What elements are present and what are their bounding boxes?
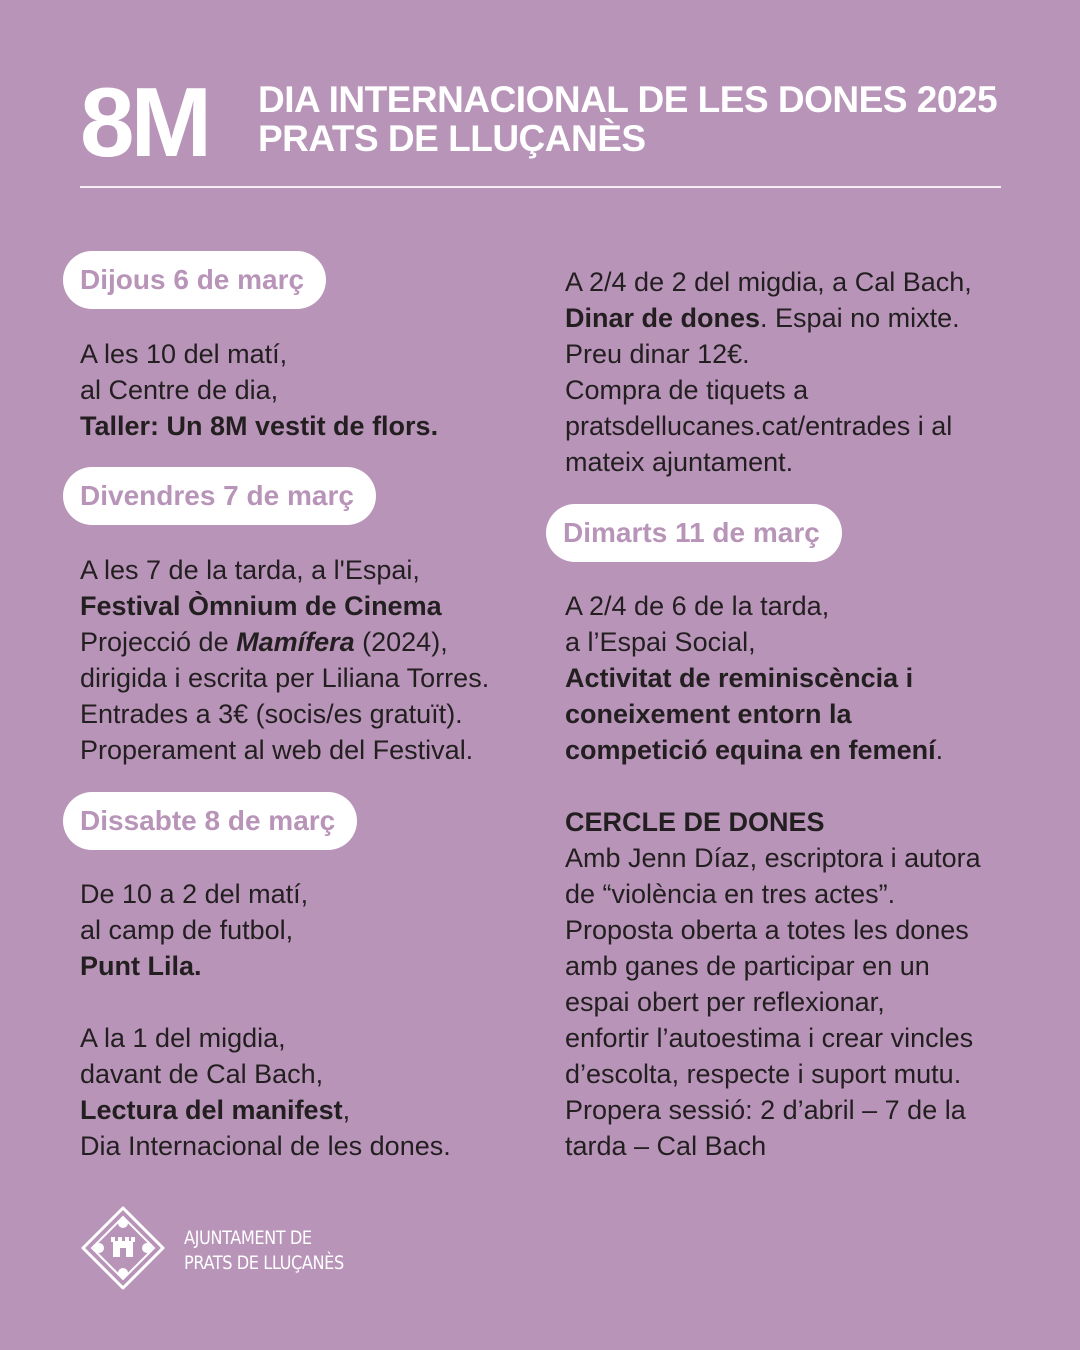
town-crest-icon xyxy=(80,1205,166,1291)
date-pill-tuesday: Dimarts 11 de març xyxy=(546,504,842,562)
institution-line-1: AJUNTAMENT DE xyxy=(184,1227,312,1249)
event-line: Entrades a 3€ (socis/es gratuït). xyxy=(80,699,463,729)
spacer xyxy=(80,984,451,1020)
event-line: d’escolta, respecte i suport mutu. xyxy=(565,1059,962,1089)
event-line: al camp de futbol, xyxy=(80,915,294,945)
spacer xyxy=(565,768,981,804)
date-pill-friday: Divendres 7 de març xyxy=(63,467,376,525)
event-line: dirigida i escrita per Liliana Torres. xyxy=(80,663,490,693)
event-line: enfortir l’autoestima i crear vincles xyxy=(565,1023,974,1053)
event-line: A les 7 de la tarda, a l'Espai, xyxy=(80,555,420,585)
event-friday xyxy=(80,552,489,768)
section-heading: CERCLE DE DONES xyxy=(565,807,825,837)
event-tuesday xyxy=(565,588,981,1164)
event-line: Dia Internacional de les dones. xyxy=(80,1131,451,1161)
date-pill-saturday: Dissabte 8 de març xyxy=(63,792,357,850)
event-line: davant de Cal Bach, xyxy=(80,1059,324,1089)
event-line: Properament al web del Festival. xyxy=(80,735,474,765)
event-line: mateix ajuntament. xyxy=(565,447,794,477)
header-divider xyxy=(80,186,1001,188)
event-saturday-lunch xyxy=(565,264,972,480)
page-title xyxy=(258,80,997,158)
event-line: A la 1 del migdia, xyxy=(80,1023,286,1053)
footer-institution xyxy=(184,1226,344,1276)
event-title: Dinar de dones. Espai no mixte. xyxy=(565,303,960,333)
event-line: amb ganes de participar en un xyxy=(565,951,930,981)
event-title: Punt Lila. xyxy=(80,951,202,981)
header xyxy=(80,67,1001,177)
event-line: A 2/4 de 2 del migdia, a Cal Bach, xyxy=(565,267,972,297)
event-thursday xyxy=(80,336,438,444)
event-title: Activitat de reminiscència i xyxy=(565,663,914,693)
event-line: Proposta oberta a totes les dones xyxy=(565,915,969,945)
event-logo-8m: 8M xyxy=(80,67,209,177)
event-line: Propera sessió: 2 d’abril – 7 de la xyxy=(565,1095,966,1125)
film-title: Mamífera xyxy=(236,627,355,657)
event-title: Taller: Un 8M vestit de flors. xyxy=(80,411,439,441)
event-line: tarda – Cal Bach xyxy=(565,1131,767,1161)
event-line: A 2/4 de 6 de la tarda, xyxy=(565,591,830,621)
event-title: Lectura del manifest, xyxy=(80,1095,351,1125)
date-pill-thursday: Dijous 6 de març xyxy=(63,251,326,309)
event-title: Festival Òmnium de Cinema xyxy=(80,591,442,621)
event-saturday xyxy=(80,876,451,1164)
event-line: pratsdellucanes.cat/entrades i al xyxy=(565,411,953,441)
institution-line-2: PRATS DE LLUÇANÈS xyxy=(184,1252,344,1274)
event-line: de “violència en tres actes”. xyxy=(565,879,896,909)
event-line: Projecció de Mamífera (2024), xyxy=(80,627,448,657)
event-line: al Centre de dia, xyxy=(80,375,279,405)
event-line: espai obert per reflexionar, xyxy=(565,987,885,1017)
event-line: Compra de tiquets a xyxy=(565,375,809,405)
event-line: Amb Jenn Díaz, escriptora i autora xyxy=(565,843,981,873)
event-line: A les 10 del matí, xyxy=(80,339,288,369)
event-title: competició equina en femení. xyxy=(565,735,944,765)
event-title: coneixement entorn la xyxy=(565,699,852,729)
event-line: a l’Espai Social, xyxy=(565,627,756,657)
title-line-2: PRATS DE LLUÇANÈS xyxy=(258,118,646,159)
event-line: De 10 a 2 del matí, xyxy=(80,879,309,909)
title-line-1: DIA INTERNACIONAL DE LES DONES 2025 xyxy=(258,79,998,120)
event-line: Preu dinar 12€. xyxy=(565,339,750,369)
